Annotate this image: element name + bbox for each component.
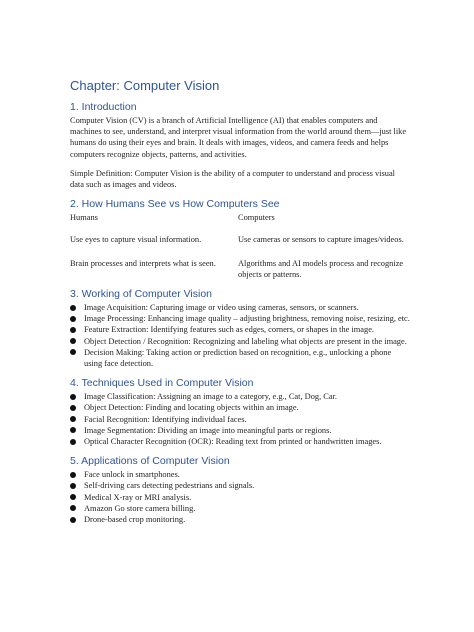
list-item-text: Drone-based crop monitoring. bbox=[84, 515, 186, 525]
list-item-text: Face unlock in smartphones. bbox=[84, 470, 180, 480]
table-cell: Brain processes and interprets what is seen. bbox=[70, 258, 216, 268]
table-row bbox=[70, 258, 410, 280]
bullet-icon bbox=[70, 416, 76, 422]
section-introduction bbox=[70, 101, 410, 190]
list-item-text: Decision Making: Taking action or prediction based on recognition, e.g., unlocking a phone using face detection. bbox=[84, 347, 392, 369]
table-header-cell: Computers bbox=[238, 213, 275, 223]
list-item bbox=[70, 436, 410, 447]
table-cell: Use eyes to capture visual information. bbox=[70, 235, 202, 245]
chapter-title: Chapter: Computer Vision bbox=[70, 78, 220, 93]
list-item bbox=[70, 391, 410, 402]
section-working bbox=[70, 288, 410, 369]
bullet-icon bbox=[70, 327, 76, 333]
bullet-icon bbox=[70, 517, 76, 523]
list-item bbox=[70, 402, 410, 413]
applications-list bbox=[70, 469, 410, 525]
list-item-text: Feature Extraction: Identifying features such as edges, corners, or shapes in the image. bbox=[84, 325, 375, 335]
bullet-icon bbox=[70, 427, 76, 433]
table-row bbox=[70, 234, 410, 257]
bullet-icon bbox=[70, 439, 76, 445]
table-header-row bbox=[70, 212, 410, 234]
section-techniques bbox=[70, 377, 410, 447]
list-item bbox=[70, 425, 410, 436]
section-heading: 5. Applications of Computer Vision bbox=[70, 455, 230, 468]
list-item-text: Self-driving cars detecting pedestrians and signals. bbox=[84, 481, 255, 491]
list-item-text: Image Processing: Enhancing image quality – adjusting brightness, removing noise, resizing, etc. bbox=[84, 314, 410, 324]
list-item bbox=[70, 480, 410, 491]
document-content bbox=[70, 78, 410, 533]
definition-paragraph: Simple Definition: Computer Vision is the ability of a computer to understand and process visual data such as images and videos. bbox=[70, 168, 395, 190]
section-heading: 1. Introduction bbox=[70, 101, 137, 113]
working-list bbox=[70, 302, 410, 369]
section-heading: 4. Techniques Used in Computer Vision bbox=[70, 377, 254, 390]
bullet-icon bbox=[70, 349, 76, 355]
bullet-icon bbox=[70, 338, 76, 344]
bullet-icon bbox=[70, 494, 76, 500]
bullet-icon bbox=[70, 472, 76, 478]
list-item bbox=[70, 503, 410, 514]
list-item-text: Object Detection / Recognition: Recognizing and labeling what objects are present in the image. bbox=[84, 336, 407, 346]
bullet-icon bbox=[70, 483, 76, 489]
list-item-text: Image Acquisition: Capturing image or video using cameras, sensors, or scanners. bbox=[84, 303, 359, 313]
list-item-text: Facial Recognition: Identifying individual faces. bbox=[84, 414, 247, 424]
table-cell: Algorithms and AI models process and recognize objects or patterns. bbox=[238, 258, 404, 279]
section-applications bbox=[70, 455, 410, 525]
techniques-list bbox=[70, 391, 410, 447]
bullet-icon bbox=[70, 394, 76, 400]
section-heading: 2. How Humans See vs How Computers See bbox=[70, 198, 280, 211]
bullet-icon bbox=[70, 305, 76, 311]
list-item bbox=[70, 469, 410, 480]
table-cell: Use cameras or sensors to capture images/videos. bbox=[238, 235, 404, 245]
list-item bbox=[70, 514, 410, 525]
list-item bbox=[70, 336, 410, 347]
table-header-cell: Humans bbox=[70, 213, 98, 223]
section-comparison bbox=[70, 198, 410, 280]
list-item bbox=[70, 313, 410, 324]
list-item-text: Image Classification: Assigning an image to a category, e.g., Cat, Dog, Car. bbox=[84, 392, 337, 402]
list-item bbox=[70, 492, 410, 503]
bullet-icon bbox=[70, 505, 76, 511]
intro-paragraph: Computer Vision (CV) is a branch of Artificial Intelligence (AI) that enables computers and machines to see, understand, and interpret visual information from the world around them—just like humans do using their eyes and brain. It deals with images, videos, and camera feeds and helps computers recognize objects, patterns, and activities. bbox=[70, 116, 407, 159]
list-item bbox=[70, 324, 410, 335]
list-item-text: Object Detection: Finding and locating objects within an image. bbox=[84, 403, 299, 413]
list-item-text: Amazon Go store camera billing. bbox=[84, 503, 196, 513]
bullet-icon bbox=[70, 405, 76, 411]
list-item-text: Medical X-ray or MRI analysis. bbox=[84, 492, 192, 502]
list-item bbox=[70, 414, 410, 425]
comparison-table bbox=[70, 212, 410, 280]
list-item-text: Image Segmentation: Dividing an image into meaningful parts or regions. bbox=[84, 425, 332, 435]
list-item bbox=[70, 347, 410, 369]
list-item bbox=[70, 302, 410, 313]
section-heading: 3. Working of Computer Vision bbox=[70, 288, 213, 301]
bullet-icon bbox=[70, 316, 76, 322]
list-item-text: Optical Character Recognition (OCR): Reading text from printed or handwritten images. bbox=[84, 437, 382, 447]
